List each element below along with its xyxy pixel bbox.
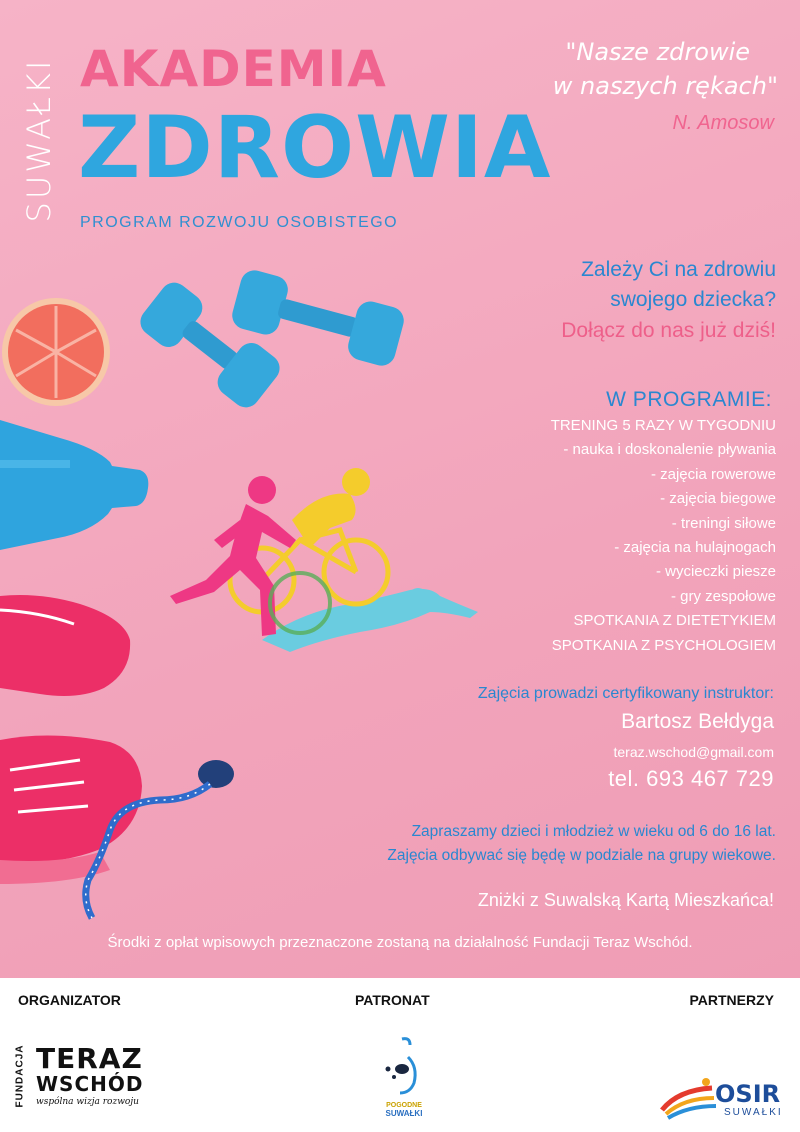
program-item: - zajęcia rowerowe bbox=[650, 465, 776, 483]
quote bbox=[458, 36, 778, 103]
question-block bbox=[416, 255, 776, 346]
organizer-logo-line1: TERAZ bbox=[36, 1042, 143, 1075]
city-name bbox=[14, 42, 64, 238]
quote-line2: w naszych rękach" bbox=[552, 71, 778, 100]
sneaker-icon bbox=[0, 595, 142, 884]
patron-logo-line1: POGODNE bbox=[386, 1102, 422, 1109]
program-item: SPOTKANIA Z PSYCHOLOGIEM bbox=[551, 636, 776, 654]
funds-note: Środki z opłat wpisowych przeznaczone zostaną na działalność Fundacji Teraz Wschód. bbox=[107, 934, 693, 951]
program-item: - wycieczki piesze bbox=[655, 563, 776, 581]
patron-logo-text bbox=[378, 1102, 430, 1118]
program-item: SPOTKANIA Z DIETETYKIEM bbox=[573, 612, 776, 630]
title-line2: ZDROWIA bbox=[78, 98, 552, 198]
water-bottle-icon bbox=[0, 420, 148, 550]
contact-email: teraz.wschod@gmail.com bbox=[613, 744, 774, 760]
organizer-label: ORGANIZATOR bbox=[18, 992, 121, 1008]
invitation-line1: Zapraszamy dzieci i młodzież w wieku od 6 do 16 lat. bbox=[411, 823, 776, 840]
quote-line1: "Nasze zdrowie bbox=[565, 38, 750, 66]
organizer-logo-tagline: wspólna wizja rozwoju bbox=[36, 1097, 139, 1107]
program-item: - treningi siłowe bbox=[671, 514, 776, 532]
organizer-logo-vertical bbox=[10, 1044, 30, 1108]
program-heading: W PROGRAMIE: bbox=[606, 388, 772, 411]
call-to-action: Dołącz do nas już dziś! bbox=[561, 318, 776, 342]
program-item: - zajęcia biegowe bbox=[660, 490, 776, 508]
program-item: - gry zespołowe bbox=[670, 587, 776, 605]
patron-label: PATRONAT bbox=[355, 992, 430, 1008]
invitation-line2: Zajęcia odbywać się będę w podziale na grupy wiekowe. bbox=[387, 847, 776, 864]
question-line2: swojego dziecka? bbox=[610, 288, 776, 312]
quote-author: N. Amosow bbox=[672, 112, 774, 134]
organizer-logo-line2: WSCHÓD bbox=[36, 1072, 144, 1096]
title-line1: AKADEMIA bbox=[80, 40, 387, 98]
program-item: TRENING 5 RAZY W TYGODNIU bbox=[550, 417, 776, 434]
partners-label: PARTNERZY bbox=[689, 992, 774, 1008]
program-item: - nauka i doskonalenie pływania bbox=[563, 441, 776, 459]
contact-phone: tel. 693 467 729 bbox=[608, 766, 774, 791]
partner-logo-line2: SUWAŁKI bbox=[724, 1107, 783, 1118]
invitation bbox=[256, 820, 776, 868]
instructor-name: Bartosz Bełdyga bbox=[621, 710, 774, 733]
city-label: SUWAŁKI bbox=[20, 57, 58, 223]
program-item: - zajęcia na hulajnogach bbox=[614, 539, 776, 557]
partner-logo-icon bbox=[658, 1076, 718, 1120]
program-list bbox=[416, 414, 776, 658]
question-line1: Zależy Ci na zdrowiu bbox=[581, 258, 776, 281]
grapefruit-icon bbox=[2, 298, 110, 406]
organizer-logo-vertical-text: FUNDACJA bbox=[14, 1044, 26, 1108]
patron-logo-line2: SUWAŁKI bbox=[385, 1108, 423, 1118]
instructor-intro: Zajęcia prowadzi certyfikowany instruktor: bbox=[477, 685, 774, 702]
discount-note: Zniżki z Suwalską Kartą Mieszkańca! bbox=[477, 890, 774, 910]
partner-logo-line1: OSIR bbox=[715, 1080, 781, 1108]
patron-logo-icon bbox=[380, 1035, 430, 1101]
subtitle: PROGRAM ROZWOJU OSOBISTEGO bbox=[80, 214, 399, 231]
